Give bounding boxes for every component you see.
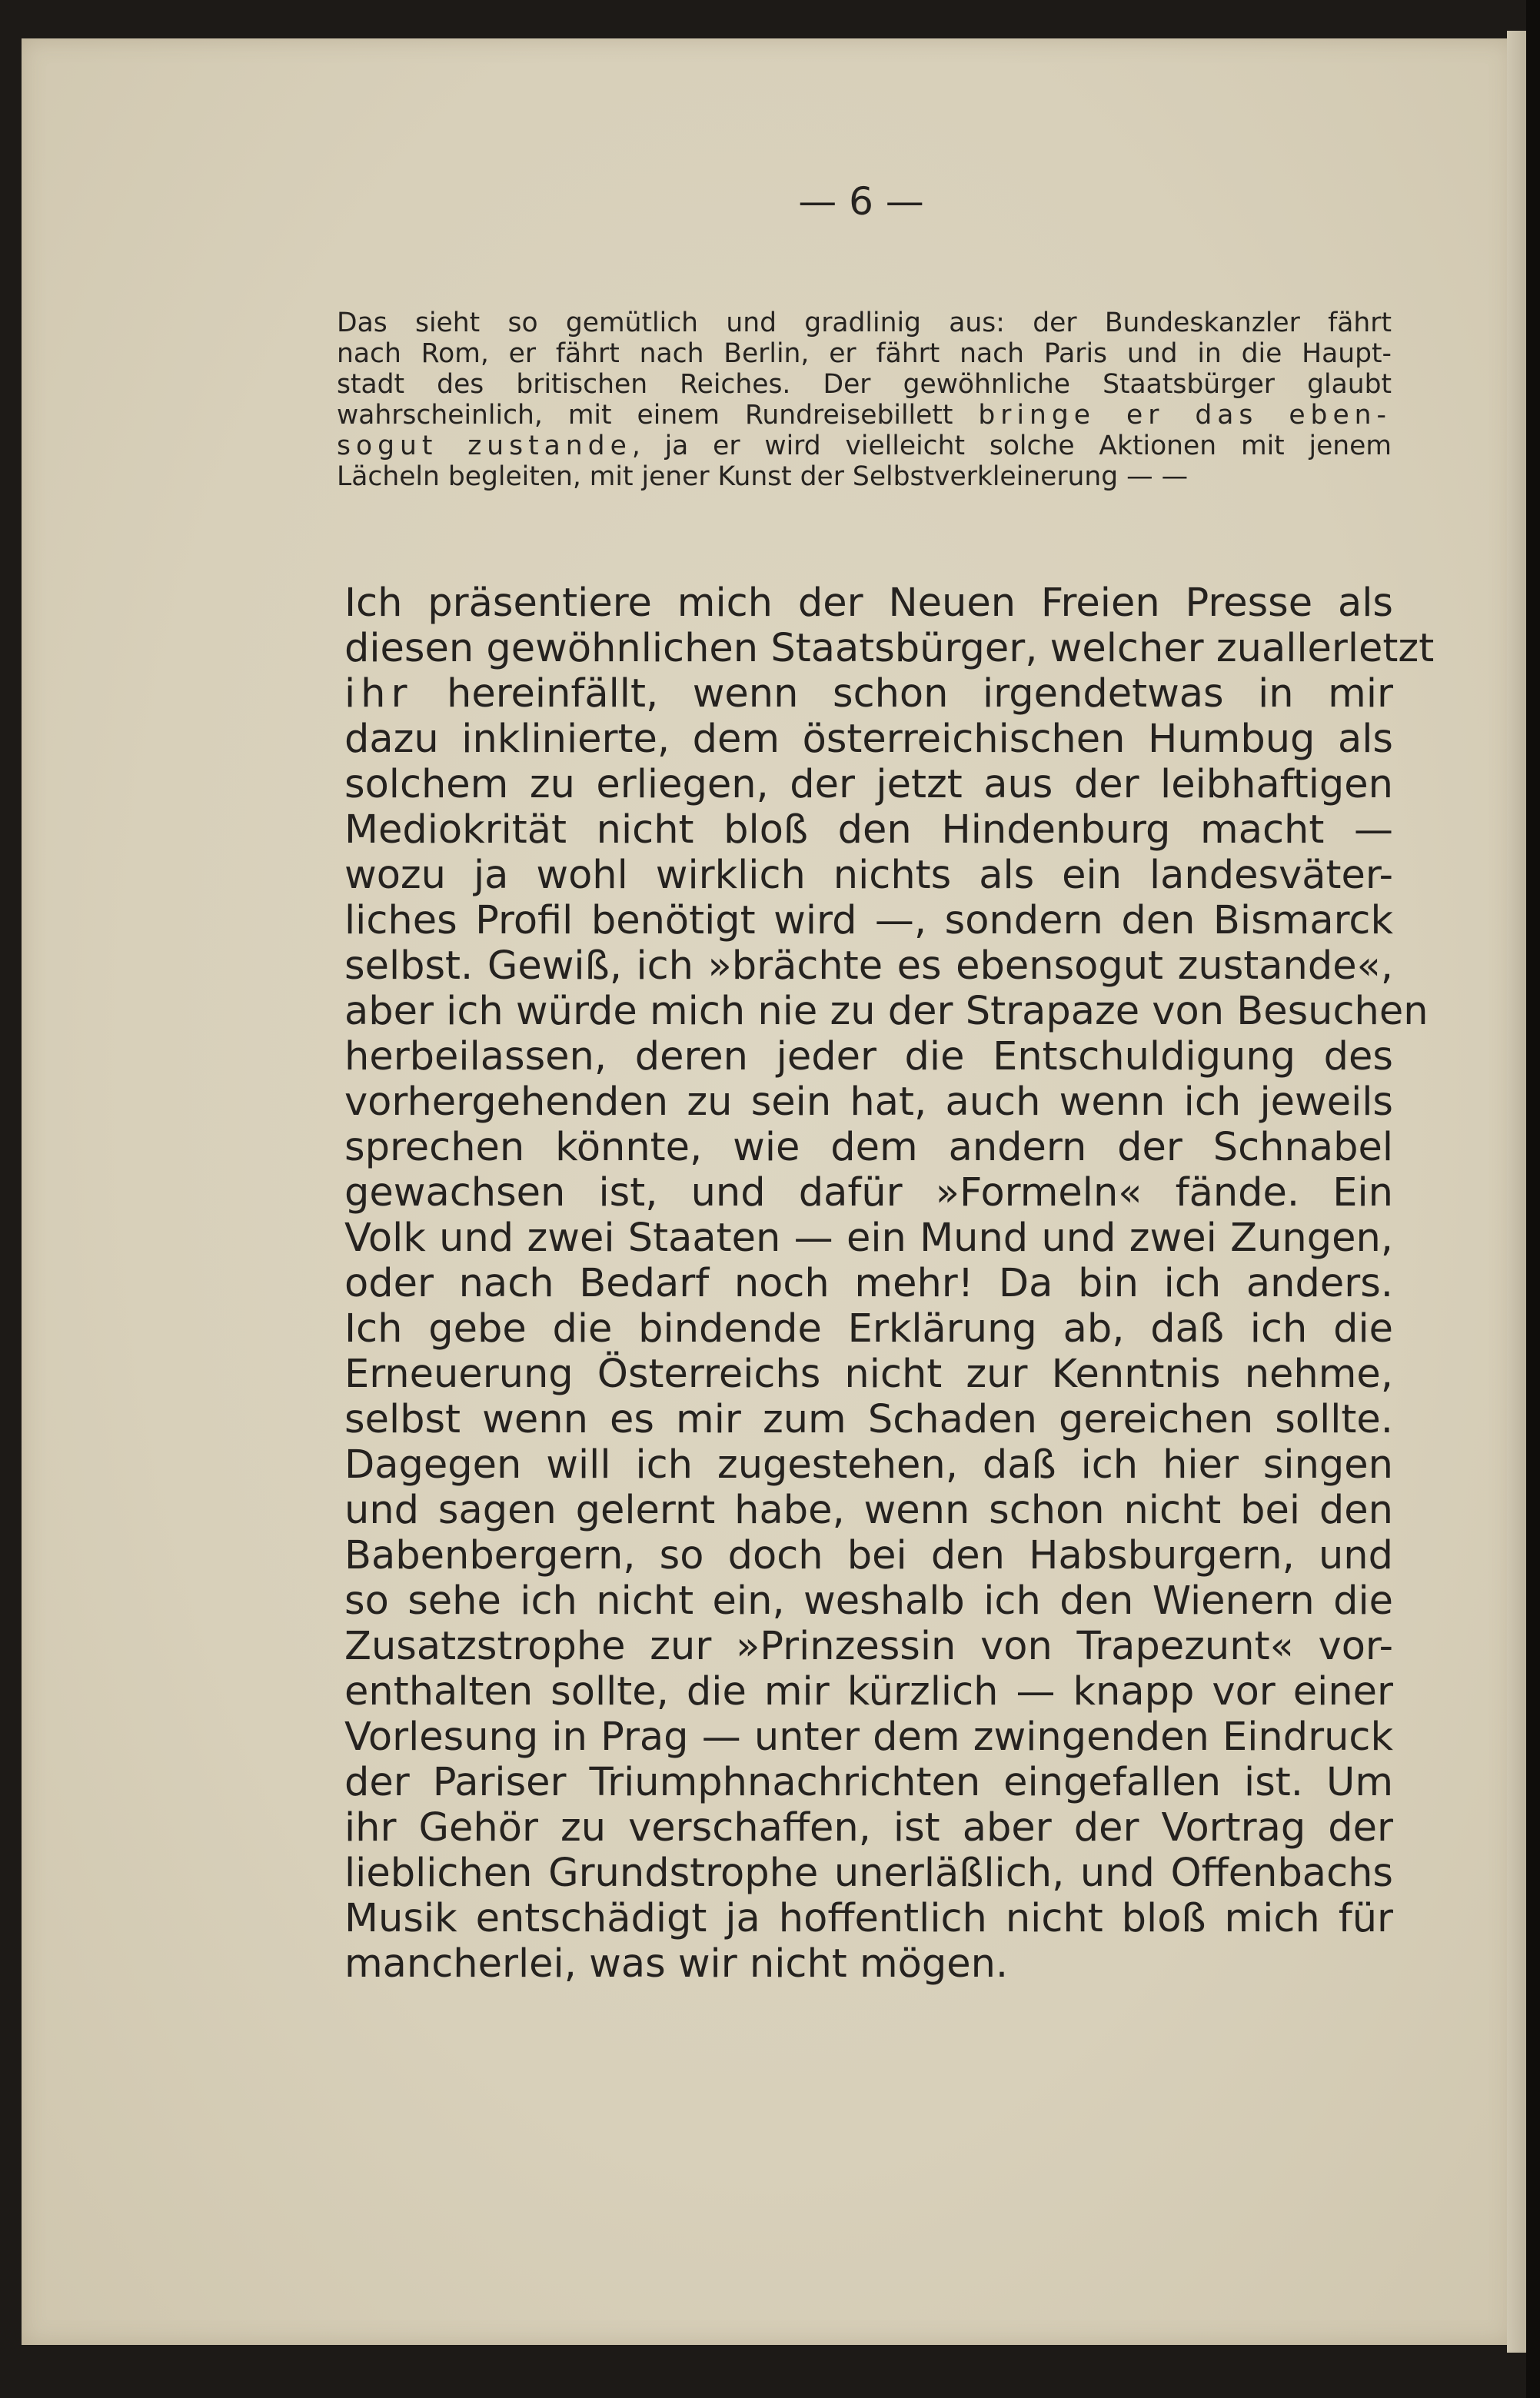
body-line <box>344 1125 1393 1170</box>
footnote-line <box>337 431 1392 461</box>
body-line-text: ihr Gehör zu verschaffen, ist aber der Vortrag der <box>344 1805 1393 1851</box>
body-line <box>344 1533 1393 1578</box>
body-line-text: herbeilassen, deren jeder die Entschuldigung des <box>344 1034 1393 1079</box>
body-line <box>344 898 1393 943</box>
body-line-text: aber ich würde mich nie zu der Strapaze von Besuchen <box>344 989 1429 1034</box>
body-line <box>344 1170 1393 1216</box>
body-line <box>344 671 1393 717</box>
body-line-text: enthalten sollte, die mir kürzlich — knapp vor einer <box>344 1669 1393 1715</box>
body-line-text: dazu inklinierte, dem österreichischen Humbug als <box>344 717 1393 762</box>
body-line-text: Ich gebe die bindende Erklärung ab, daß ich die <box>344 1306 1393 1352</box>
body-line-text: Volk und zwei Staaten — ein Mund und zwei Zungen, <box>344 1216 1393 1261</box>
footnote-text: Lächeln begleiten, mit jener Kunst der Selbstverkleinerung — — <box>337 461 1189 492</box>
footnote-line <box>337 400 1392 431</box>
footnote-text: , ja er wird vielleicht solche Aktionen mit jenem <box>631 431 1392 461</box>
body-line <box>344 943 1393 989</box>
body-line-text: hereinfällt, wenn schon irgendetwas in mir <box>412 671 1393 717</box>
body-line <box>344 1034 1393 1079</box>
body-line <box>344 1442 1393 1488</box>
body-line <box>344 580 1393 626</box>
footnote-emphasis: bringe er das eben- <box>978 400 1392 431</box>
footnote-line <box>337 308 1392 338</box>
body-line <box>344 1851 1393 1896</box>
body-line-text: Ich präsentiere mich der Neuen Freien Presse als <box>344 580 1393 626</box>
body-line-text: der Pariser Triumphnachrichten eingefallen ist. Um <box>344 1760 1393 1805</box>
body-line-text: vorhergehenden zu sein hat, auch wenn ich jeweils <box>344 1079 1393 1125</box>
body-line <box>344 1261 1393 1306</box>
body-emphasis: ihr <box>344 671 413 717</box>
page-number-label: — 6 — <box>798 179 924 224</box>
body-line <box>344 1669 1393 1715</box>
body-line <box>344 1306 1393 1352</box>
body-line-text: sprechen könnte, wie dem andern der Schnabel <box>344 1125 1393 1170</box>
footnote-text: stadt des britischen Reiches. Der gewöhnliche Staatsbürger glaubt <box>337 369 1392 400</box>
body-text <box>344 580 1435 1987</box>
footnote-line <box>337 369 1392 400</box>
body-line <box>344 1079 1393 1125</box>
body-line-text: Zusatzstrophe zur »Prinzessin von Trapezunt« vor- <box>344 1624 1393 1669</box>
body-line <box>344 853 1393 898</box>
footnote-emphasis: sogut zustande <box>337 431 632 461</box>
footnote-line <box>337 338 1392 369</box>
body-line-text: Babenbergern, so doch bei den Habsburgern, und <box>344 1533 1393 1578</box>
body-line <box>344 1216 1393 1261</box>
body-line <box>344 1578 1393 1624</box>
body-line-text: liches Profil benötigt wird —, sondern den Bismarck <box>344 898 1393 943</box>
body-line-text: Mediokrität nicht bloß den Hindenburg macht — <box>344 807 1393 853</box>
body-line-text: Vorlesung in Prag — unter dem zwingenden Eindruck <box>344 1715 1393 1760</box>
body-line-text: Musik entschädigt ja hoffentlich nicht bloß mich für <box>344 1896 1393 1941</box>
footnote-text: wahrscheinlich, mit einem Rundreisebillett <box>337 400 979 431</box>
body-line-text: Dagegen will ich zugestehen, daß ich hier singen <box>344 1442 1393 1488</box>
scan-border <box>1526 0 1540 2398</box>
body-line <box>344 1715 1393 1760</box>
body-line-text: oder nach Bedarf noch mehr! Da bin ich anders. <box>344 1261 1393 1306</box>
body-line-text: und sagen gelernt habe, wenn schon nicht bei den <box>344 1488 1393 1533</box>
body-line-text: mancherlei, was wir nicht mögen. <box>344 1941 1009 1987</box>
footnote-text: Das sieht so gemütlich und gradlinig aus: der Bundeskanzler fährt <box>337 308 1392 338</box>
footnote-block <box>337 308 1392 492</box>
body-line-text: diesen gewöhnlichen Staatsbürger, welcher zuallerletzt <box>344 626 1435 671</box>
body-line-text: selbst wenn es mir zum Schaden gereichen sollte. <box>344 1397 1393 1442</box>
body-line <box>344 717 1393 762</box>
body-line <box>344 1760 1393 1805</box>
body-line-text: Erneuerung Österreichs nicht zur Kenntnis nehme, <box>344 1352 1393 1397</box>
body-line-text: lieblichen Grundstrophe unerläßlich, und Offenbachs <box>344 1851 1393 1896</box>
body-line-text: wozu ja wohl wirklich nichts als ein landesväter- <box>344 853 1393 898</box>
body-line-text: selbst. Gewiß, ich »brächte es ebensogut zustande«, <box>344 943 1393 989</box>
footnote-line <box>337 461 1392 492</box>
body-line <box>344 626 1435 671</box>
body-line <box>344 1805 1393 1851</box>
body-line <box>344 1896 1393 1941</box>
body-line-text: gewachsen ist, und dafür »Formeln« fände. Ein <box>344 1170 1393 1216</box>
body-line-text: so sehe ich nicht ein, weshalb ich den Wienern die <box>344 1578 1393 1624</box>
body-line <box>344 1397 1393 1442</box>
body-line <box>344 989 1429 1034</box>
body-line-text: solchem zu erliegen, der jetzt aus der leibhaftigen <box>344 762 1393 807</box>
footnote-text: nach Rom, er fährt nach Berlin, er fährt nach Paris und in die Haupt- <box>337 338 1392 369</box>
body-line <box>344 1624 1393 1669</box>
body-line <box>344 1352 1393 1397</box>
body-line <box>344 1941 1393 1987</box>
body-line <box>344 1488 1393 1533</box>
body-line <box>344 762 1393 807</box>
body-line <box>344 807 1393 853</box>
